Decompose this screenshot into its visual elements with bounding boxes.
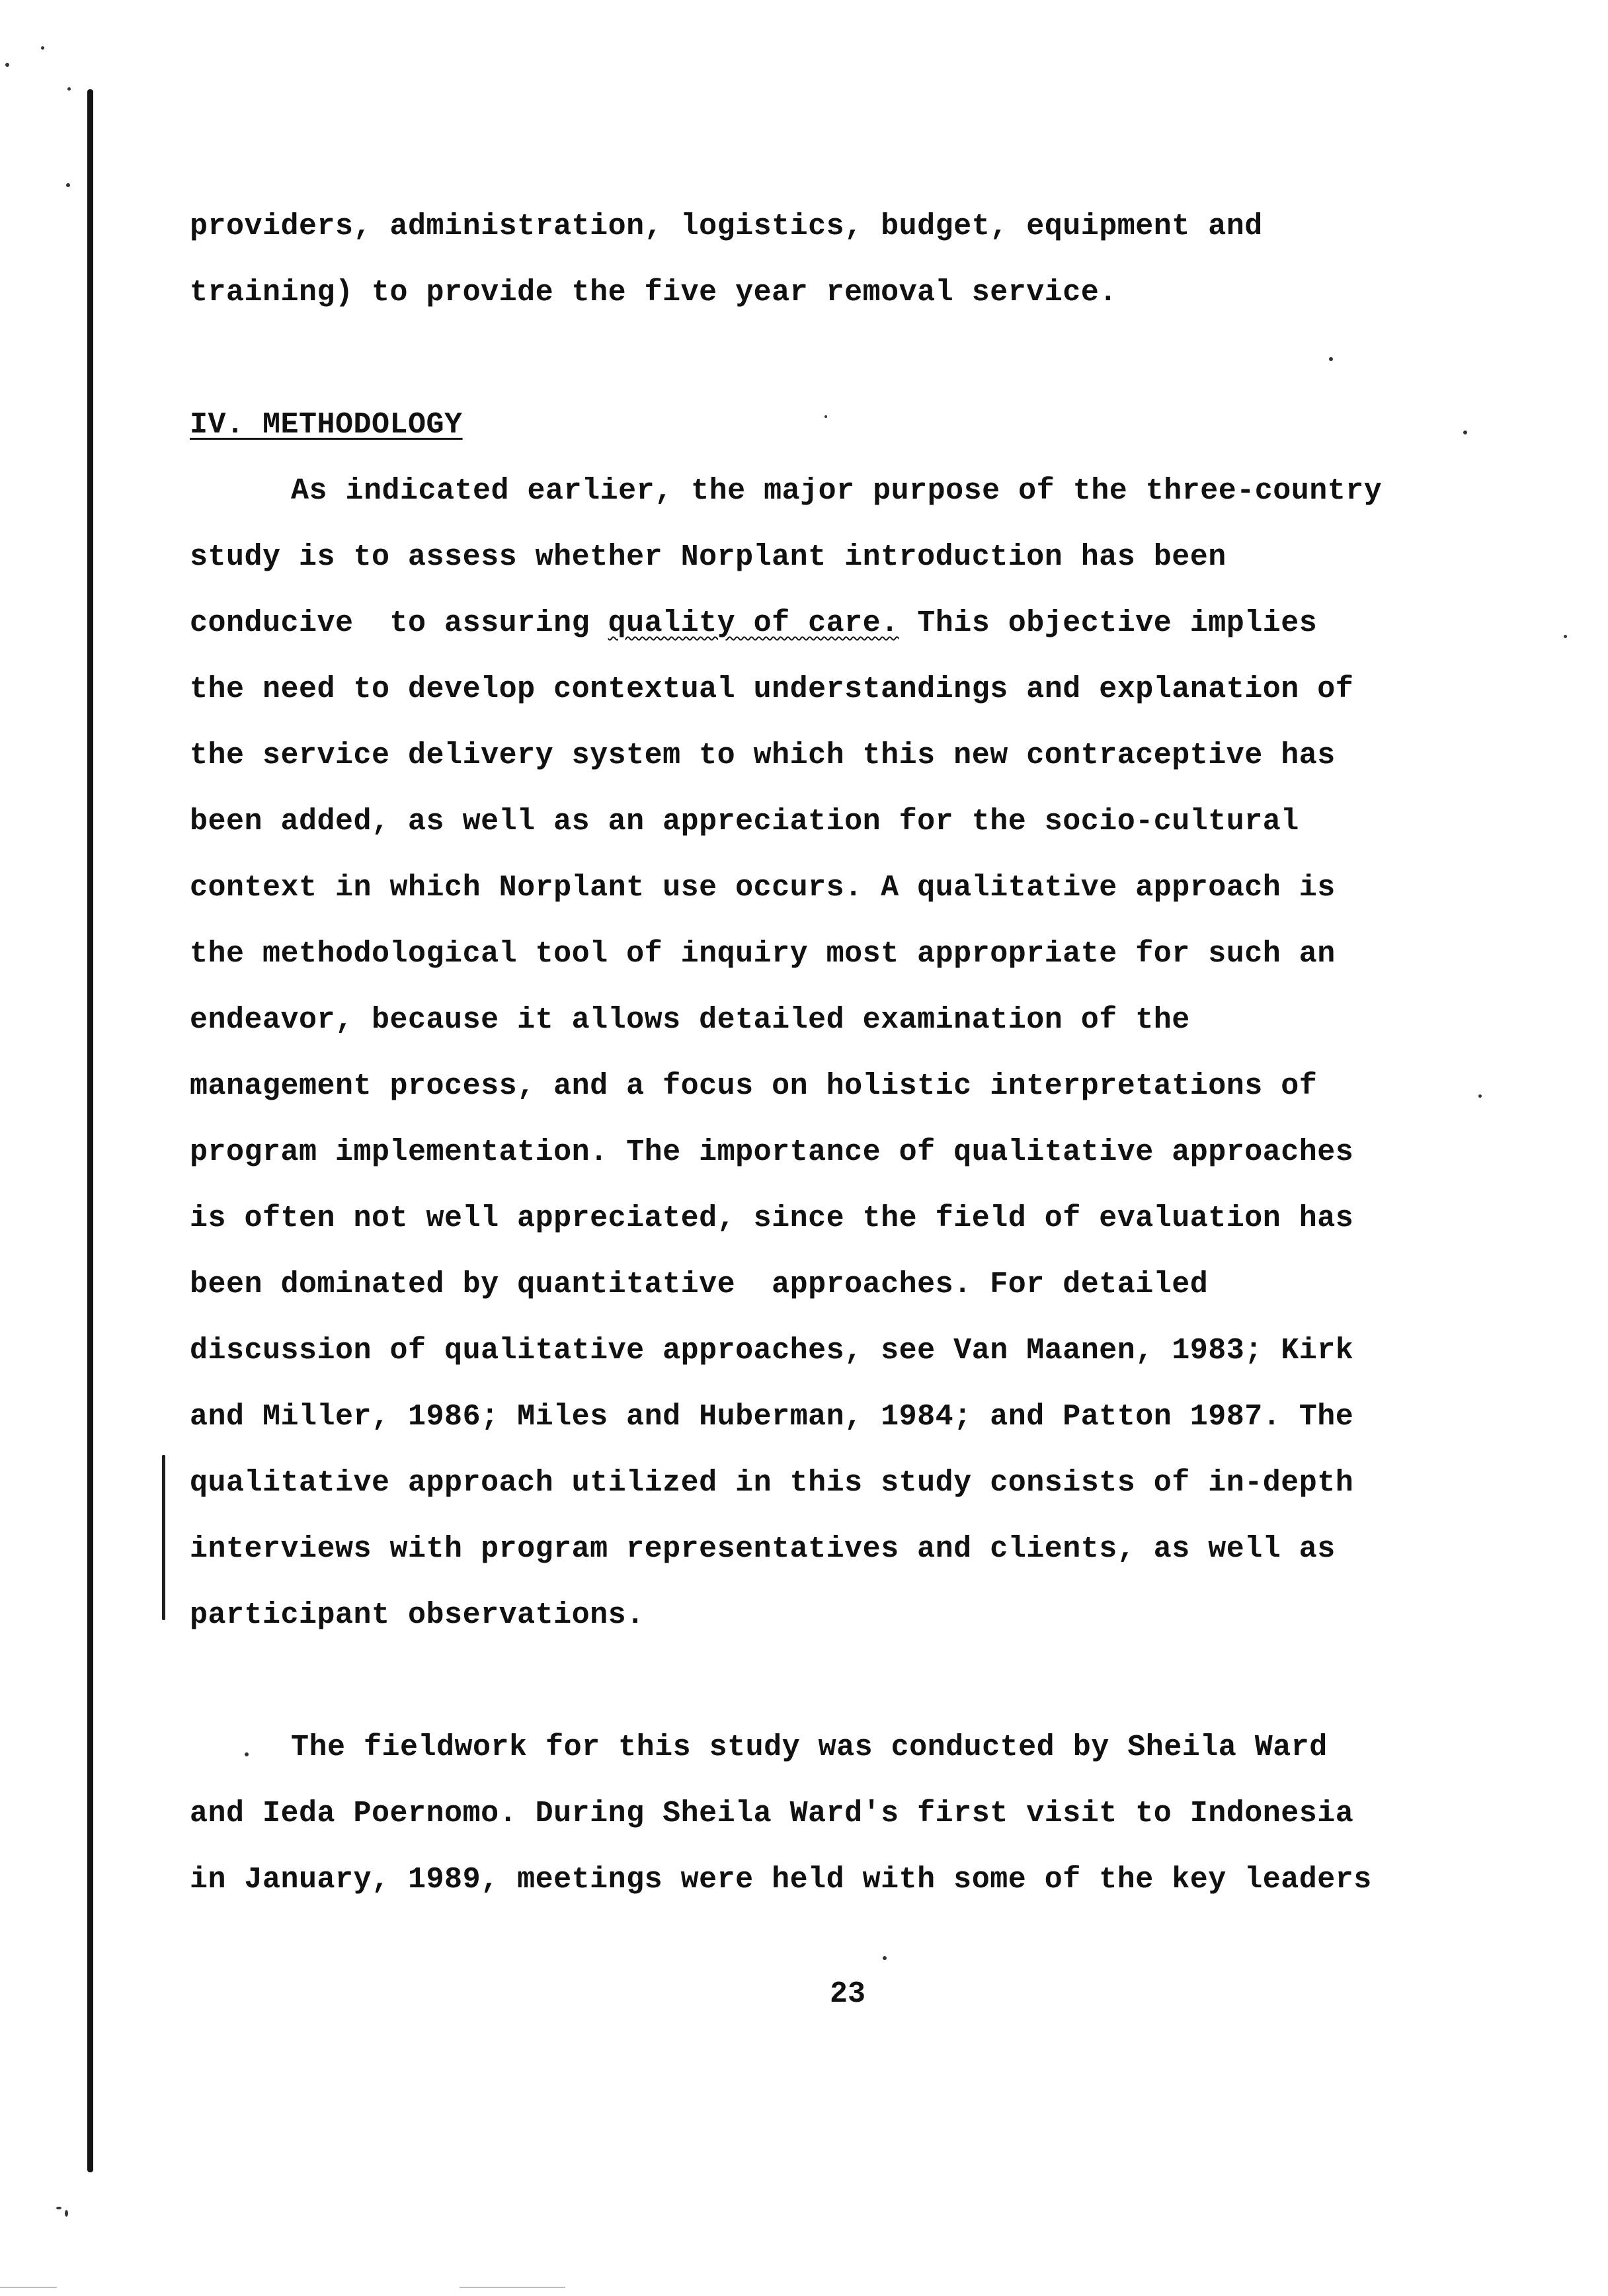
scan-speck [824, 415, 827, 418]
fieldwork-line-1: The fieldwork for this study was conducted by Sheila Ward [291, 1731, 1328, 1764]
methodology-line-9: endeavor, because it allows detailed examination of the [190, 1003, 1190, 1037]
methodology-line-17: interviews with program representatives and clients, as well as [190, 1532, 1336, 1566]
methodology-line-4: the need to develop contextual understandings and explanation of [190, 673, 1354, 706]
scan-speck [245, 1752, 249, 1756]
methodology-line-2: study is to assess whether Norplant introduction has been [190, 540, 1226, 574]
scan-speck [67, 87, 71, 91]
methodology-line-1: As indicated earlier, the major purpose of the three-country [291, 474, 1383, 508]
methodology-line-3-end: This objective implies [899, 606, 1318, 640]
left-margin-bar [87, 89, 93, 2172]
scan-speck [1564, 635, 1567, 638]
fieldwork-line-2: and Ieda Poernomo. During Sheila Ward's first visit to Indonesia [190, 1797, 1354, 1830]
revision-change-bar [162, 1455, 165, 1620]
methodology-line-10: management process, and a focus on holistic interpretations of [190, 1069, 1318, 1103]
methodology-line-11: program implementation. The importance of qualitative approaches [190, 1135, 1354, 1169]
methodology-line-13: been dominated by quantitative approaches. For detailed [190, 1268, 1209, 1301]
scan-speck [56, 2207, 61, 2209]
scan-speck [5, 63, 9, 67]
scan-speck [1329, 357, 1333, 361]
methodology-line-5: the service delivery system to which this new contraceptive has [190, 739, 1336, 772]
scan-bottom-line [460, 2287, 565, 2288]
section-heading: IV. METHODOLOGY [190, 408, 463, 442]
methodology-line-12: is often not well appreciated, since the field of evaluation has [190, 1202, 1354, 1235]
methodology-line-18: participant observations. [190, 1598, 645, 1632]
methodology-line-15: and Miller, 1986; Miles and Huberman, 1984; and Patton 1987. The [190, 1400, 1354, 1434]
scan-speck [65, 2210, 68, 2217]
fieldwork-line-3: in January, 1989, meetings were held with some of the key leaders [190, 1863, 1372, 1897]
methodology-line-3 [190, 605, 1317, 642]
methodology-line-7: context in which Norplant use occurs. A qualitative approach is [190, 871, 1336, 905]
methodology-line-14: discussion of qualitative approaches, see Van Maanen, 1983; Kirk [190, 1334, 1354, 1368]
scan-speck [883, 1956, 887, 1960]
page-number: 23 [830, 1977, 866, 2011]
intro-line-1: providers, administration, logistics, budget, equipment and [190, 210, 1263, 243]
scan-speck [1463, 430, 1467, 434]
scan-bottom-line [0, 2287, 57, 2288]
methodology-line-8: the methodological tool of inquiry most appropriate for such an [190, 937, 1336, 971]
scan-speck [1478, 1094, 1482, 1098]
methodology-line-16: qualitative approach utilized in this study consists of in-depth [190, 1466, 1354, 1500]
quality-of-care-emphasis: quality of care. [608, 606, 899, 640]
methodology-line-6: been added, as well as an appreciation for the socio-cultural [190, 805, 1299, 839]
scan-speck [66, 183, 70, 187]
scan-speck [41, 46, 44, 50]
intro-line-2: training) to provide the five year removal service. [190, 276, 1117, 309]
methodology-line-3-start: conducive to assuring [190, 606, 608, 640]
